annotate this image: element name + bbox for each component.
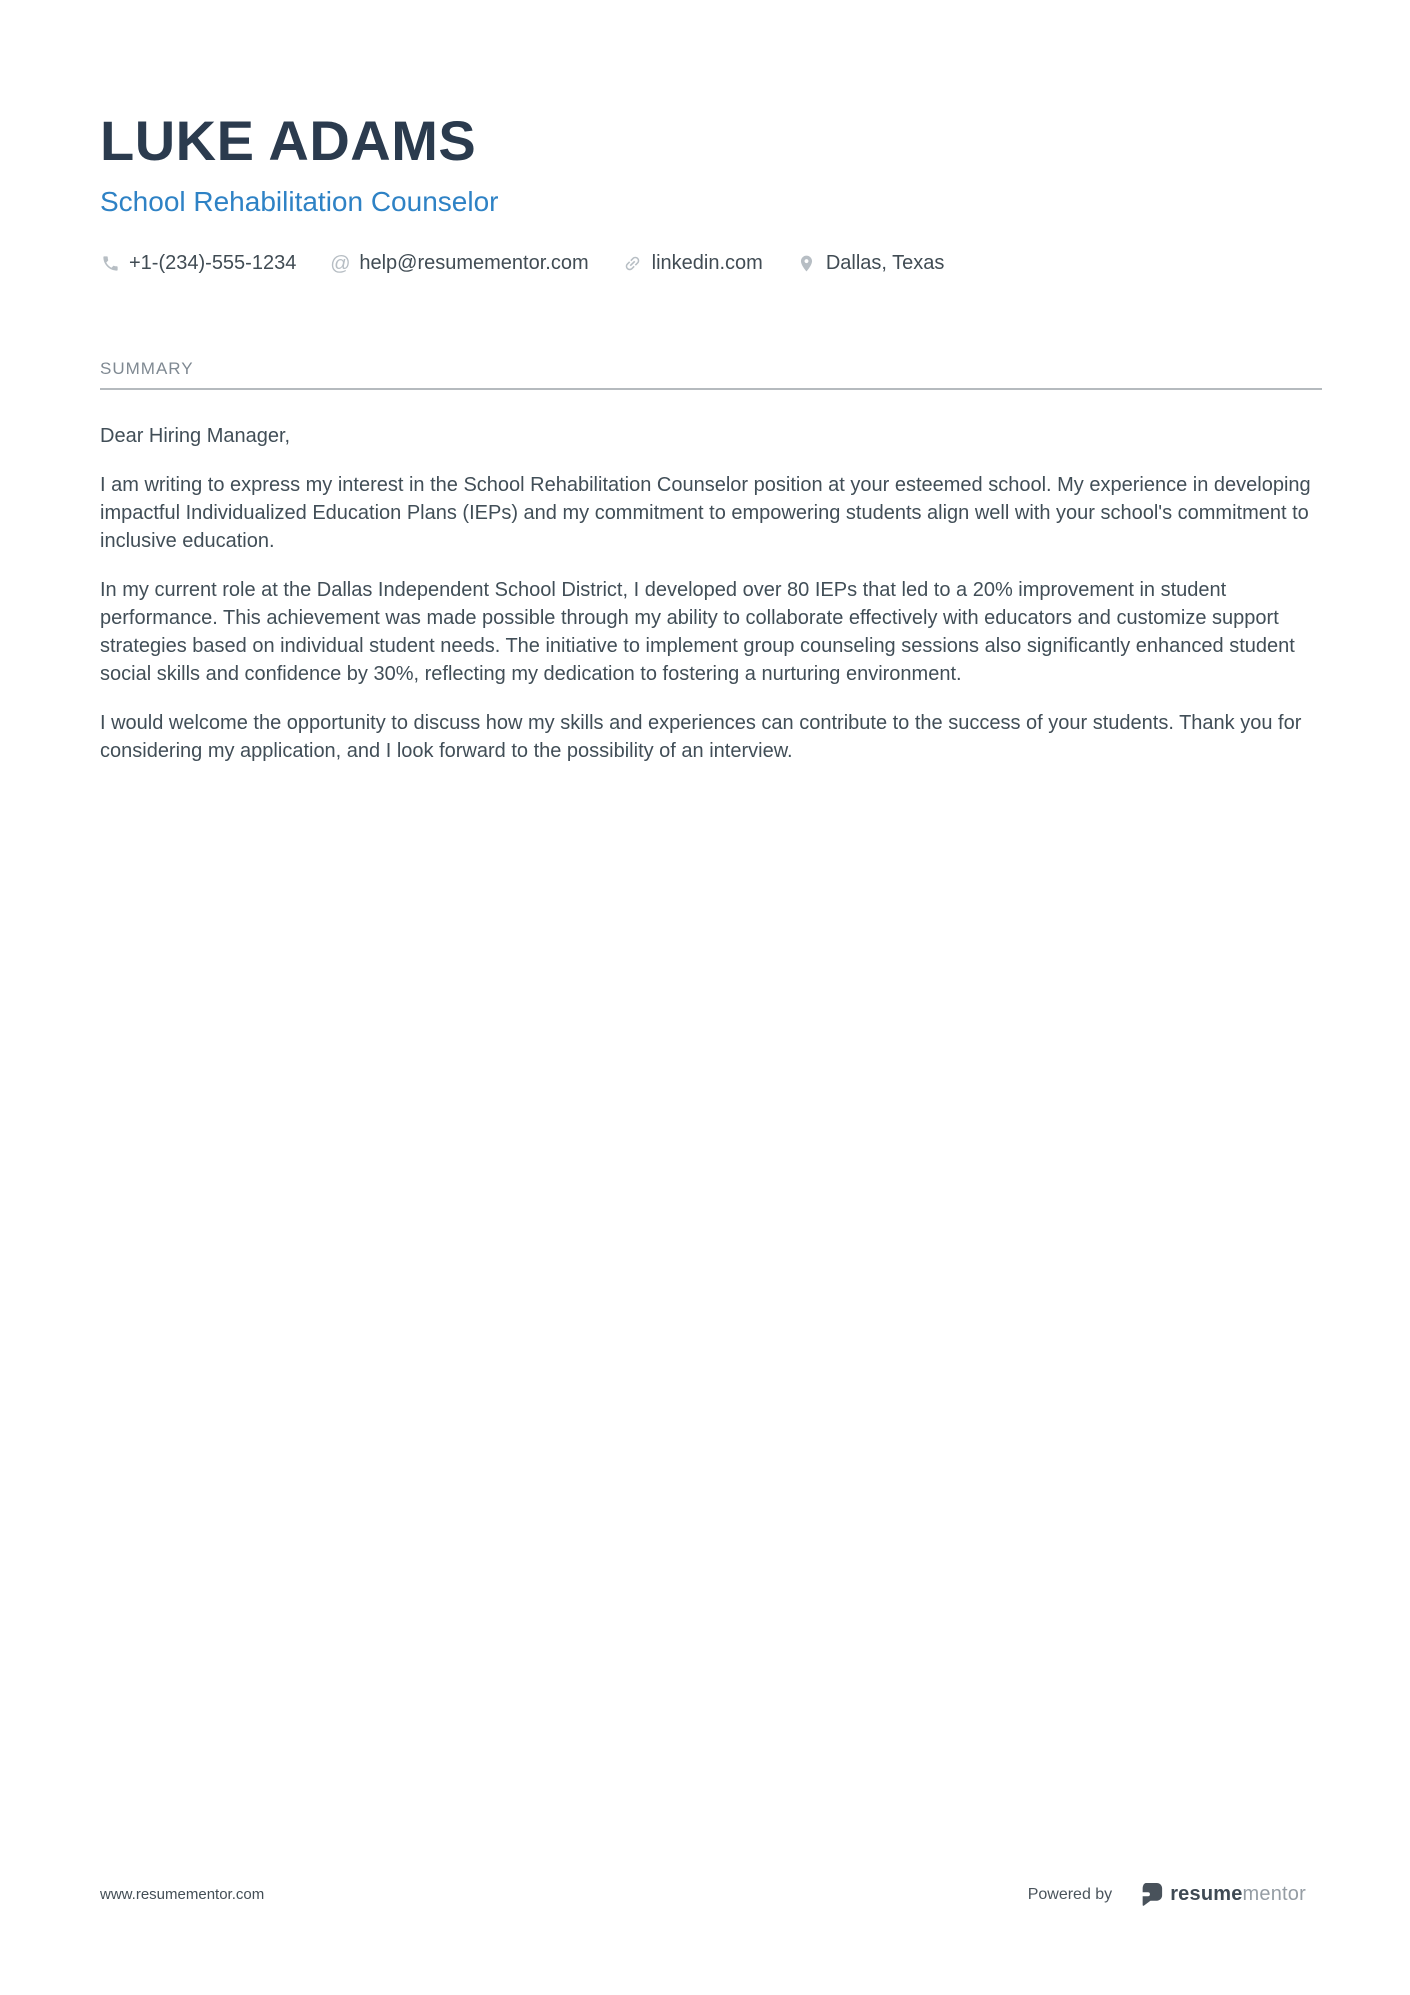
summary-section-heading: SUMMARY xyxy=(100,359,194,379)
letter-paragraph: I would welcome the opportunity to discuss how my skills and experiences can contribute to the success of your students. Thank you for considering my application, and I look forward to the possibility of an interview. xyxy=(100,712,1302,763)
brand-mark-icon xyxy=(1140,1882,1163,1907)
letter-body xyxy=(100,422,1322,765)
letter-paragraph: I am writing to express my interest in the School Rehabilitation Counselor position at your esteemed school. My experience in developing impactful Individualized Education Plans (IEPs) and my commitment to empowering students align well with your school's commitment to inclusive education. xyxy=(100,474,1311,553)
letter-paragraph: In my current role at the Dallas Independent School District, I developed over 80 IEPs that led to a 20% improvement in student performance. This achievement was made possible through my ability to collaborate effectively with educators and customize support strategies based on individual student needs. The initiative to implement group counseling sessions also significantly enhanced student social skills and confidence by 30%, reflecting my dedication to fostering a nurturing environment. xyxy=(100,579,1295,686)
brand-wordmark-light: mentor xyxy=(1242,1883,1306,1905)
contact-website-text: linkedin.com xyxy=(651,252,763,275)
candidate-name: LUKE ADAMS xyxy=(100,109,477,172)
powered-by-label: Powered by xyxy=(1027,1885,1113,1903)
contact-phone xyxy=(100,252,296,275)
contact-location xyxy=(797,252,945,275)
contact-location-text: Dallas, Texas xyxy=(825,252,945,275)
location-pin-icon xyxy=(797,254,817,274)
summary-section xyxy=(100,359,1322,390)
at-icon: @ xyxy=(330,252,351,275)
brand-logo xyxy=(1140,1882,1306,1907)
section-divider xyxy=(100,388,1322,390)
contact-email-text: help@resumementor.com xyxy=(359,252,589,275)
contact-row xyxy=(100,252,1322,275)
contact-email xyxy=(330,252,588,275)
page-footer xyxy=(100,1882,1306,1907)
contact-website xyxy=(623,252,763,275)
contact-phone-text: +1-(234)-555-1234 xyxy=(129,252,297,275)
candidate-job-title: School Rehabilitation Counselor xyxy=(100,185,499,217)
brand-wordmark xyxy=(1170,1883,1306,1906)
brand-wordmark-bold: resume xyxy=(1170,1883,1243,1905)
powered-by-group xyxy=(1028,1882,1306,1907)
letter-salutation: Dear Hiring Manager, xyxy=(100,425,291,448)
footer-website-text: www.resumementor.com xyxy=(100,1886,265,1903)
link-icon xyxy=(623,254,643,274)
phone-icon xyxy=(100,254,120,274)
page-content xyxy=(0,0,1410,765)
